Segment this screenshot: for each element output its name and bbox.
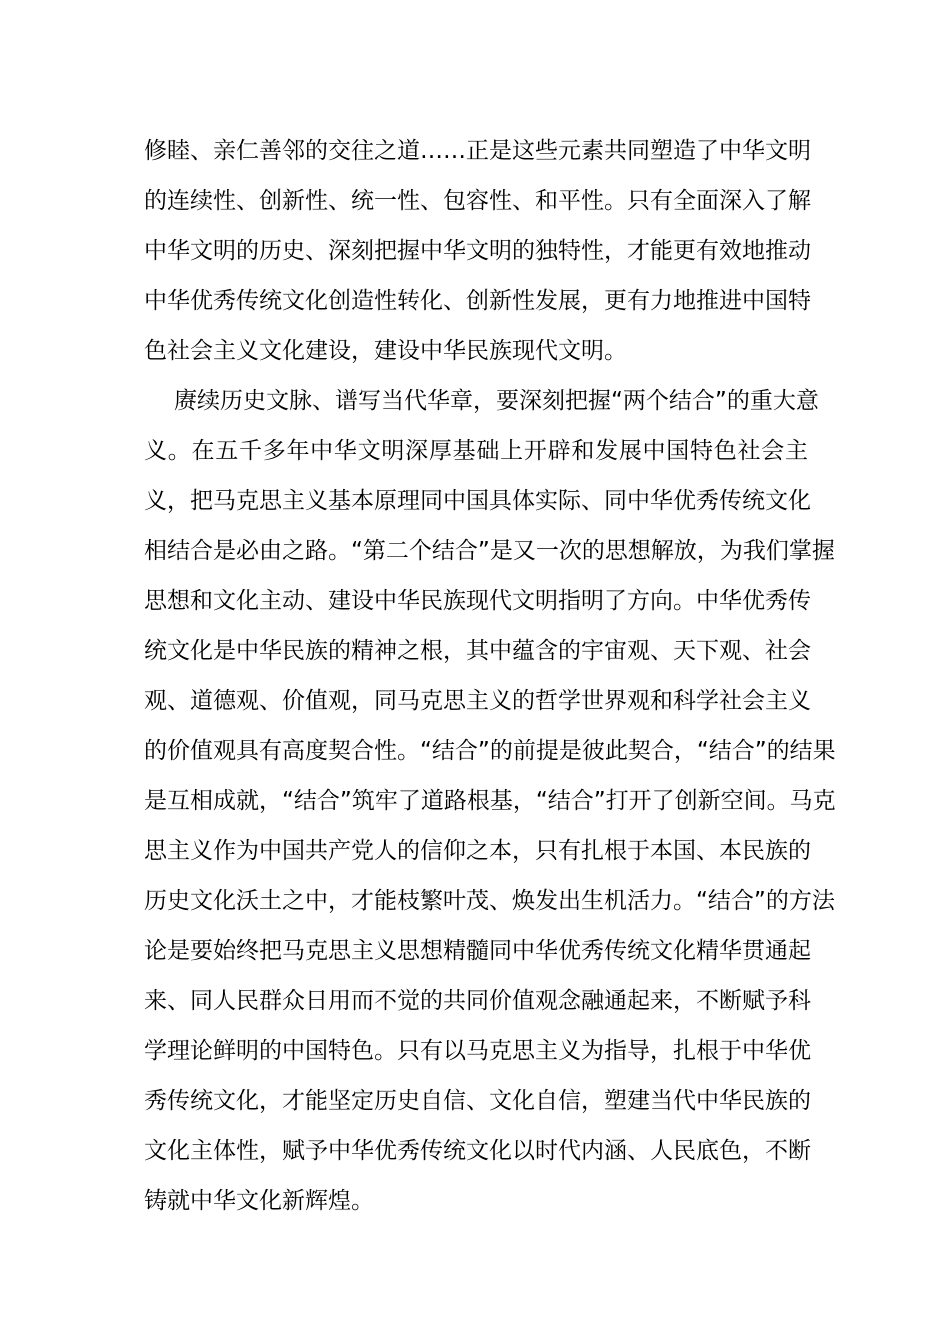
text-line: 中华文明的历史、深刻把握中华文明的独特性，才能更有效地推动 bbox=[144, 238, 811, 264]
text-line: 修睦、亲仁善邻的交往之道……正是这些元素共同塑造了中华文明 bbox=[144, 138, 811, 164]
paragraph-1 bbox=[144, 126, 811, 376]
text-line: 中华优秀传统文化创造性转化、创新性发展，更有力地推进中国特 bbox=[144, 288, 811, 314]
text-line: 义，把马克思主义基本原理同中国具体实际、同中华优秀传统文化 bbox=[144, 488, 811, 514]
text-line: 论是要始终把马克思主义思想精髓同中华优秀传统文化精华贯通起 bbox=[144, 938, 811, 964]
text-line: 历史文化沃土之中，才能枝繁叶茂、焕发出生机活力。“结合”的方法 bbox=[144, 888, 835, 914]
paragraph-2 bbox=[144, 376, 836, 1226]
text-line: 色社会主义文化建设，建设中华民族现代文明。 bbox=[144, 338, 627, 364]
text-line: 秀传统文化，才能坚定历史自信、文化自信，塑建当代中华民族的 bbox=[144, 1088, 811, 1114]
text-line: 来、同人民群众日用而不觉的共同价值观念融通起来，不断赋予科 bbox=[144, 988, 811, 1014]
text-line: 的连续性、创新性、统一性、包容性、和平性。只有全面深入了解 bbox=[144, 188, 811, 214]
body-text bbox=[144, 126, 836, 1226]
text-line: 观、道德观、价值观，同马克思主义的哲学世界观和科学社会主义 bbox=[144, 688, 811, 714]
text-line: 的价值观具有高度契合性。“结合”的前提是彼此契合，“结合”的结果 bbox=[144, 738, 836, 764]
text-line: 相结合是必由之路。“第二个结合”是又一次的思想解放，为我们掌握 bbox=[144, 538, 835, 564]
text-line: 文化主体性，赋予中华优秀传统文化以时代内涵、人民底色，不断 bbox=[144, 1138, 811, 1164]
text-line: 思想和文化主动、建设中华民族现代文明指明了方向。中华优秀传 bbox=[144, 588, 811, 614]
text-line: 统文化是中华民族的精神之根，其中蕴含的宇宙观、天下观、社会 bbox=[144, 638, 811, 664]
text-line: 思主义作为中国共产党人的信仰之本，只有扎根于本国、本民族的 bbox=[144, 838, 811, 864]
text-line: 铸就中华文化新辉煌。 bbox=[144, 1188, 374, 1214]
text-line: 赓续历史文脉、谱写当代华章，要深刻把握“两个结合”的重大意 bbox=[174, 388, 819, 414]
text-line: 学理论鲜明的中国特色。只有以马克思主义为指导，扎根于中华优 bbox=[144, 1038, 811, 1064]
text-line: 是互相成就，“结合”筑牢了道路根基，“结合”打开了创新空间。马克 bbox=[144, 788, 836, 814]
text-line: 义。在五千多年中华文明深厚基础上开辟和发展中国特色社会主 bbox=[144, 438, 808, 464]
